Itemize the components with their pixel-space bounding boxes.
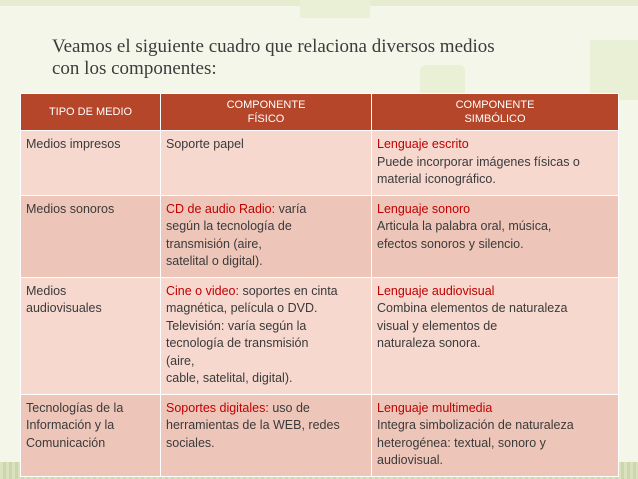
cell-simbolico [372, 195, 619, 277]
header-componente-fisico [161, 94, 372, 131]
background-shape [300, 0, 370, 18]
simbolico-text: Combina elementos de naturaleza visual y elementos de naturaleza sonora. [377, 301, 568, 350]
cell-fisico [161, 195, 372, 277]
header-label: SIMBÓLICO [464, 113, 526, 125]
fisico-highlight: CD de audio Radio: [166, 201, 276, 216]
simbolico-title: Lenguaje escrito [377, 137, 469, 151]
heading-line-1: Veamos el siguiente cuadro que relaciona diversos medios [52, 36, 495, 57]
fisico-text: soportes en cinta magnética, película o DVD. Televisión: varía según la tecnología de transmisión (aire, cable, satelital, digital). [166, 283, 338, 385]
fisico-text: uso de herramientas de la WEB, redes sociales. [166, 400, 340, 450]
fisico-text: Soporte papel [166, 137, 244, 151]
heading-line-2: con los componentes: [52, 58, 217, 79]
header-label: COMPONENTE [455, 99, 535, 111]
simbolico-text: Integra simbolización de naturaleza heterogénea: textual, sonoro y audiovisual. [377, 418, 574, 467]
simbolico-title: Lenguaje audiovisual [377, 283, 495, 298]
header-tipo-de-medio [21, 94, 161, 131]
header-label: TIPO DE MEDIO [48, 106, 133, 118]
table-row [21, 131, 619, 196]
table-row [21, 394, 619, 476]
cell-fisico [161, 394, 372, 476]
cell-medio: Medios impresos [21, 131, 161, 196]
simbolico-text: Articula la palabra oral, música, efectos sonoros y silencio. [377, 219, 552, 251]
cell-fisico [161, 277, 372, 394]
cell-medio: Medios sonoros [21, 195, 161, 277]
cell-simbolico [372, 131, 619, 196]
fisico-highlight: Soportes digitales: [166, 400, 269, 415]
cell-simbolico [372, 277, 619, 394]
table-row [21, 277, 619, 394]
cell-fisico [161, 131, 372, 196]
simbolico-title: Lenguaje multimedia [377, 400, 493, 415]
table-row [21, 195, 619, 277]
slide-heading [52, 36, 612, 80]
cell-simbolico [372, 394, 619, 476]
header-componente-simbolico [372, 94, 619, 131]
cell-medio: Tecnologías de la Información y la Comunicación [21, 394, 161, 476]
header-label: COMPONENTE [226, 99, 306, 111]
header-label: FÍSICO [247, 113, 285, 125]
simbolico-title: Lenguaje sonoro [377, 201, 471, 216]
fisico-text: varía según la tecnología de transmisión (aire, satelital o digital). [166, 201, 307, 268]
simbolico-text: Puede incorporar imágenes físicas o material iconográfico. [377, 154, 580, 186]
table-header-row [21, 94, 619, 131]
media-components-table [20, 93, 619, 477]
fisico-highlight: Cine o video: [166, 283, 239, 298]
cell-medio: Medios audiovisuales [21, 277, 161, 394]
